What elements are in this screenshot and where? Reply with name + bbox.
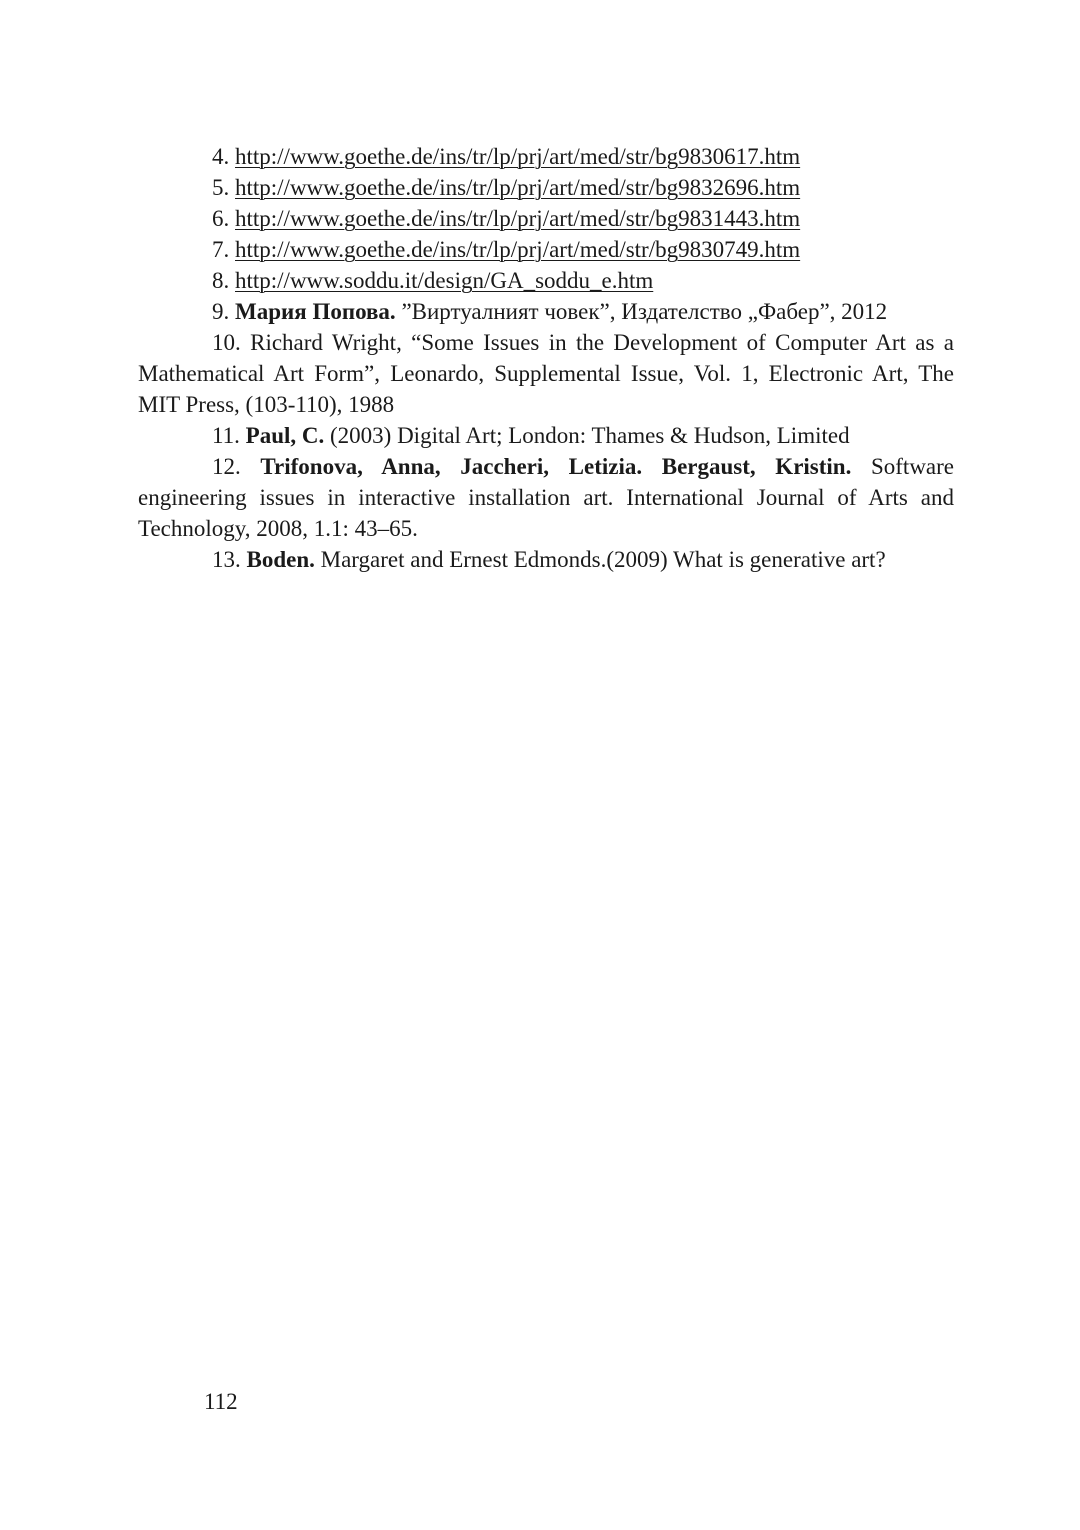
reference-11 <box>138 420 954 451</box>
reference-4 <box>138 141 954 172</box>
reference-6 <box>138 203 954 234</box>
reference-list <box>138 141 954 575</box>
reference-number: 7. <box>212 237 230 262</box>
reference-author: Paul, C. <box>245 423 325 448</box>
reference-number: 4. <box>212 144 230 169</box>
reference-link[interactable]: http://www.goethe.de/ins/tr/lp/prj/art/med/str/bg9830749.htm <box>235 237 801 262</box>
reference-8 <box>138 265 954 296</box>
reference-number: 12. <box>212 454 241 479</box>
reference-number: 13. <box>212 547 241 572</box>
reference-author: Boden. <box>246 547 315 572</box>
reference-link[interactable]: http://www.soddu.it/design/GA_soddu_e.htm <box>235 268 654 293</box>
reference-number: 8. <box>212 268 230 293</box>
page-number: 112 <box>204 1389 238 1414</box>
reference-number: 10. <box>212 330 241 355</box>
reference-author: Trifonova, Anna, Jaccheri, Letizia. Bergaust, Kristin. <box>260 454 852 479</box>
reference-author: Мария Попова. <box>235 299 396 324</box>
reference-10 <box>138 327 954 420</box>
reference-number: 11. <box>212 423 240 448</box>
reference-5 <box>138 172 954 203</box>
reference-text: Margaret and Ernest Edmonds.(2009) What is generative art? <box>314 547 886 572</box>
reference-13 <box>138 544 954 575</box>
reference-number: 6. <box>212 206 230 231</box>
reference-12 <box>138 451 954 544</box>
reference-text: Software engineering issues in interactive installation art. International Journal of Arts and Technology, 2008, 1.1: 43–65. <box>138 454 955 541</box>
reference-text: ”Виртуалният човек”, Издателство „Фабер”, 2012 <box>395 299 888 324</box>
reference-number: 9. <box>212 299 230 324</box>
reference-text: Richard Wright, “Some Issues in the Development of Computer Art as a Mathematical Art Form”, Leonardo, Supplemental Issue, Vol. 1, Electronic Art, The MIT Press, (103-110), 1988 <box>138 330 954 417</box>
reference-number: 5. <box>212 175 230 200</box>
reference-link[interactable]: http://www.goethe.de/ins/tr/lp/prj/art/med/str/bg9830617.htm <box>235 144 801 169</box>
reference-text: (2003) Digital Art; London: Thames & Hudson, Limited <box>324 423 850 448</box>
reference-link[interactable]: http://www.goethe.de/ins/tr/lp/prj/art/med/str/bg9831443.htm <box>235 206 801 231</box>
reference-7 <box>138 234 954 265</box>
reference-9 <box>138 296 954 327</box>
reference-link[interactable]: http://www.goethe.de/ins/tr/lp/prj/art/med/str/bg9832696.htm <box>235 175 801 200</box>
